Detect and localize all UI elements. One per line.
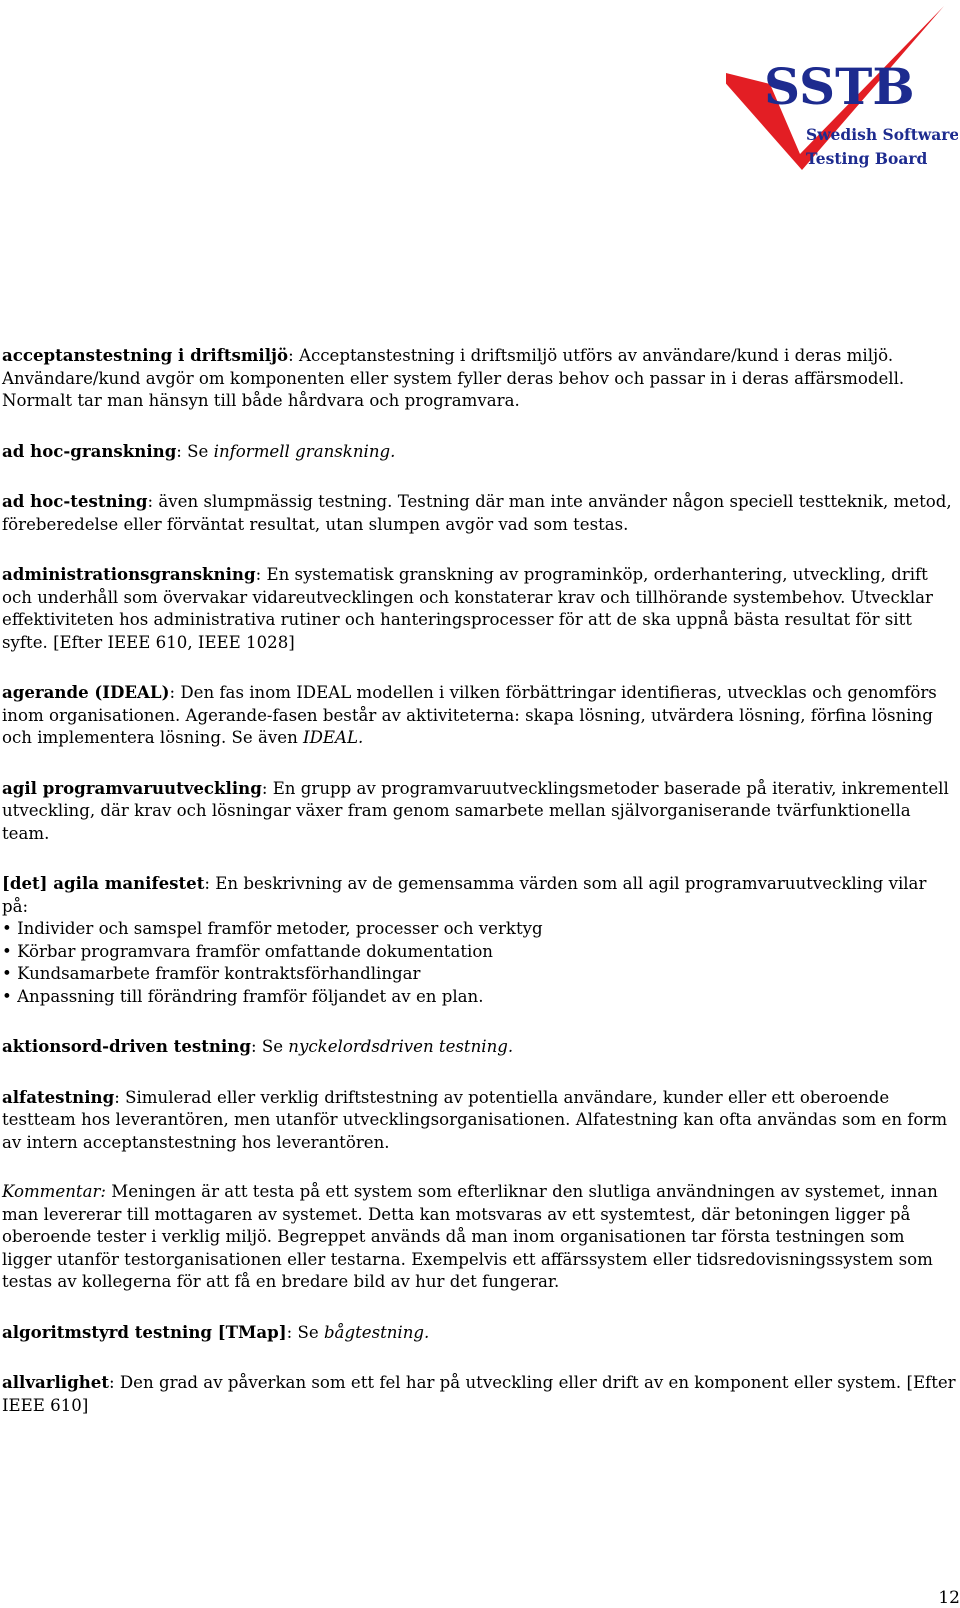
glossary-term: agil programvaruutveckling	[2, 777, 262, 798]
sstb-logo-graphic	[726, 4, 958, 174]
glossary-term: aktionsord-driven testning	[2, 1036, 251, 1056]
definition-text: Se	[187, 441, 214, 461]
cross-reference: bågtestning.	[323, 1322, 430, 1342]
bullet-item: • Individer och samspel framför metoder, processer och verktyg	[2, 918, 957, 941]
glossary-term: alfatestning	[2, 1086, 115, 1107]
glossary-term: agerande (IDEAL)	[2, 682, 170, 702]
definition-text: En beskrivning av de gemensamma värden som all agil programvaruutveckling vilar på:	[2, 874, 927, 916]
definition-text: Acceptanstestning i driftsmiljö utförs av användare/kund i deras miljö. Användare/kund avgör om komponenten eller system fyller deras behov och passar in i deras affärsmodell. Normalt tar man hänsyn till både hårdvara och programvara.	[2, 346, 905, 410]
sstb-logo	[726, 4, 958, 174]
definition-text: Se	[297, 1322, 324, 1342]
definition-text: En grupp av programvaruutvecklingsmetoder baserade på iterativ, inkrementell utveckling, där krav och lösningar växer fram genom samarbete mellan självorganiserande tvärfunktionella team.	[2, 778, 949, 843]
note-label: Kommentar:	[2, 1182, 107, 1201]
glossary-term: [det] agila manifestet	[2, 873, 205, 893]
cross-reference: nyckelordsdriven testning.	[288, 1037, 514, 1056]
bullet-item: • Anpassning till förändring framför följandet av en plan.	[2, 986, 957, 1009]
definition-text: Se	[261, 1037, 289, 1056]
glossary-entry	[2, 490, 957, 536]
definition-text: även slumpmässig testning. Testning där man inte använder någon speciell testteknik, metod, föreberedelse eller förväntat resultat, utan slumpen avgör vad som testas.	[2, 492, 952, 534]
page-number: 12	[938, 1588, 960, 1608]
glossary-entry	[2, 440, 957, 464]
term-separator: :	[286, 1322, 298, 1342]
term-separator: :	[114, 1087, 126, 1107]
term-separator: :	[250, 1037, 262, 1056]
glossary-term: ad hoc-testning	[2, 491, 148, 511]
logo-line-1: Swedish Software	[806, 125, 958, 144]
glossary-entry	[2, 777, 957, 846]
cross-reference: IDEAL.	[303, 728, 364, 747]
bullet-list	[2, 918, 957, 1008]
term-separator: :	[147, 492, 159, 511]
glossary-entry	[2, 1086, 957, 1155]
glossary-entry	[2, 344, 957, 413]
glossary-entry	[2, 872, 957, 1008]
definition-text: En systematisk granskning av programinköp, orderhantering, utveckling, drift och underhåll som övervakar vidareutvecklingen och konstaterar krav och tillhörande systembehov. Utvecklar effektiviteten hos administrativa rutiner och hanteringsprocesser för att de ska uppnå bästa resultat för sitt syfte. [Efter IEEE 610, IEEE 1028]	[2, 565, 933, 652]
glossary-entry	[2, 681, 957, 750]
glossary-term: allvarlighet	[2, 1372, 109, 1392]
term-separator: :	[204, 874, 216, 893]
logo-line-2: Testing Board	[806, 149, 928, 168]
logo-acronym: SSTB	[764, 57, 915, 116]
term-separator: :	[176, 441, 188, 461]
term-separator: :	[261, 778, 273, 798]
glossary-entry	[2, 1371, 957, 1417]
definition-text: Den fas inom IDEAL modellen i vilken förbättringar identifieras, utvecklas och genomförs inom organisationen. Agerande-fasen består av aktiviteterna: skapa lösning, utvärdera lösning, förfina lösning och implementera lösning. Se även	[2, 683, 937, 747]
glossary-entry	[2, 1035, 957, 1059]
glossary-term: algoritmstyrd testning [TMap]	[2, 1321, 287, 1342]
definition-text: Simulerad eller verklig driftstestning av potentiella användare, kunder eller ett oberoende testteam hos leverantören, men utanför utvecklingsorganisationen. Alfatestning kan ofta användas som en form av intern acceptanstestning hos leverantören.	[2, 1087, 948, 1152]
glossary-entry	[2, 1181, 957, 1294]
glossary-entry	[2, 563, 957, 654]
bullet-item: • Körbar programvara framför omfattande dokumentation	[2, 941, 957, 964]
term-separator: :	[255, 565, 267, 584]
definition-text: Den grad av påverkan som ett fel har på utveckling eller drift av en komponent eller system. [Efter IEEE 610]	[2, 1373, 956, 1415]
bullet-item: • Kundsamarbete framför kontraktsförhandlingar	[2, 963, 957, 986]
glossary-content	[2, 344, 957, 1444]
glossary-term: administrationsgranskning	[2, 564, 256, 584]
definition-text: Meningen är att testa på ett system som efterliknar den slutliga användningen av systemet, innan man levererar till mottagaren av systemet. Detta kan motsvaras av ett systemtest, där betoningen ligger på oberoende tester i verklig miljö. Begreppet används då man inom organisationen tar första testningen som ligger utanför testorganisationen eller testarna. Exempelvis ett affärssystem eller tidsredovisningssystem som testas av kollegerna för att få en bredare bild av hur det fungerar.	[2, 1182, 938, 1291]
term-separator: :	[169, 683, 181, 702]
glossary-term: acceptanstestning i driftsmiljö	[2, 345, 289, 365]
term-separator: :	[288, 346, 299, 365]
glossary-entry	[2, 1321, 957, 1345]
glossary-term: ad hoc-granskning	[2, 440, 177, 461]
cross-reference: informell granskning.	[213, 441, 396, 461]
term-separator: :	[109, 1373, 120, 1392]
